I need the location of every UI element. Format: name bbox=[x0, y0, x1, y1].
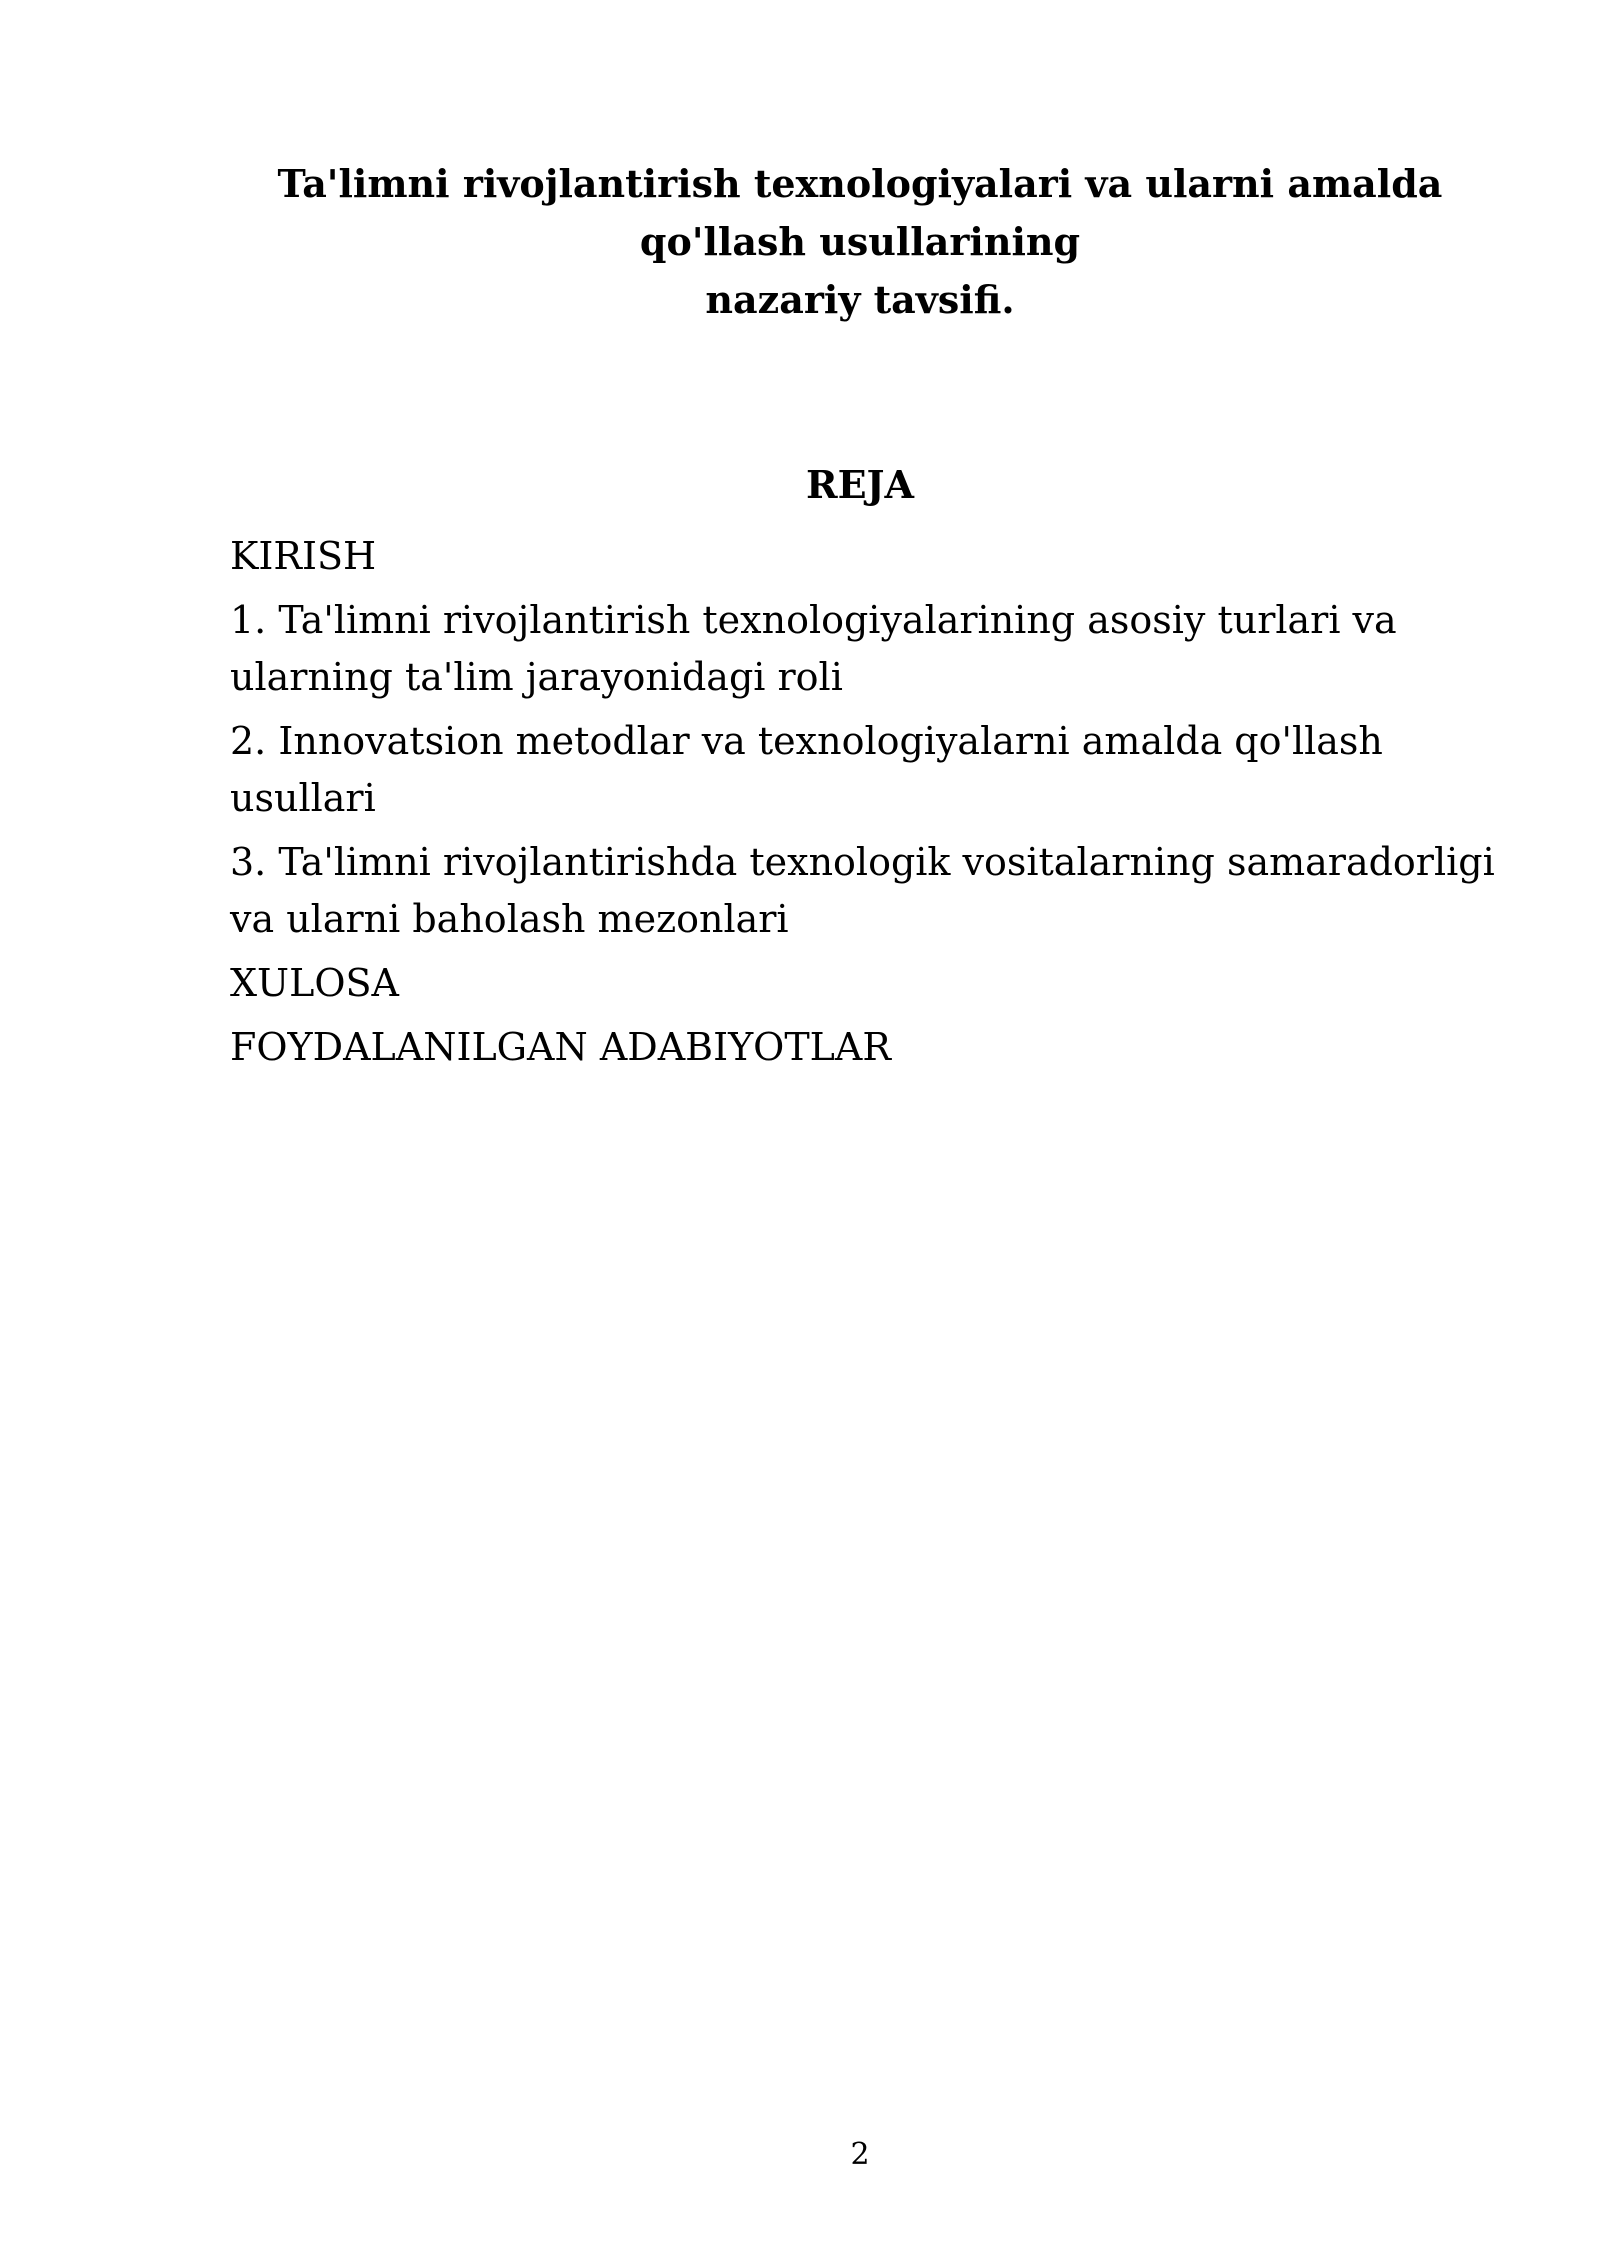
title-line: nazariy tavsifi. bbox=[705, 277, 1015, 322]
plan-item-2: 2. Innovatsion metodlar va texnologiyalarni amalda qo'llash usullari bbox=[230, 719, 1383, 820]
title-line: qo'llash usullarining bbox=[639, 219, 1081, 264]
plan-list bbox=[230, 528, 1530, 1083]
title-line: Ta'limni rivojlantirish texnologiyalari va ularni amalda bbox=[277, 161, 1443, 206]
plan-heading: REJA bbox=[805, 462, 914, 507]
plan-item-3: 3. Ta'limni rivojlantirishda texnologik vositalarning samaradorligi va ularni baholash mezonlari bbox=[230, 840, 1495, 941]
plan-item-conclusion: XULOSA bbox=[230, 961, 399, 1005]
document-title bbox=[230, 155, 1490, 329]
plan-item-1: 1. Ta'limni rivojlantirish texnologiyalarining asosiy turlari va ularning ta'lim jarayonidagi roli bbox=[230, 598, 1397, 699]
page-number: 2 bbox=[850, 2137, 870, 2172]
plan-item-references: FOYDALANILGAN ADABIYOTLAR bbox=[230, 1025, 891, 1069]
plan-item-introduction: KIRISH bbox=[230, 534, 377, 578]
